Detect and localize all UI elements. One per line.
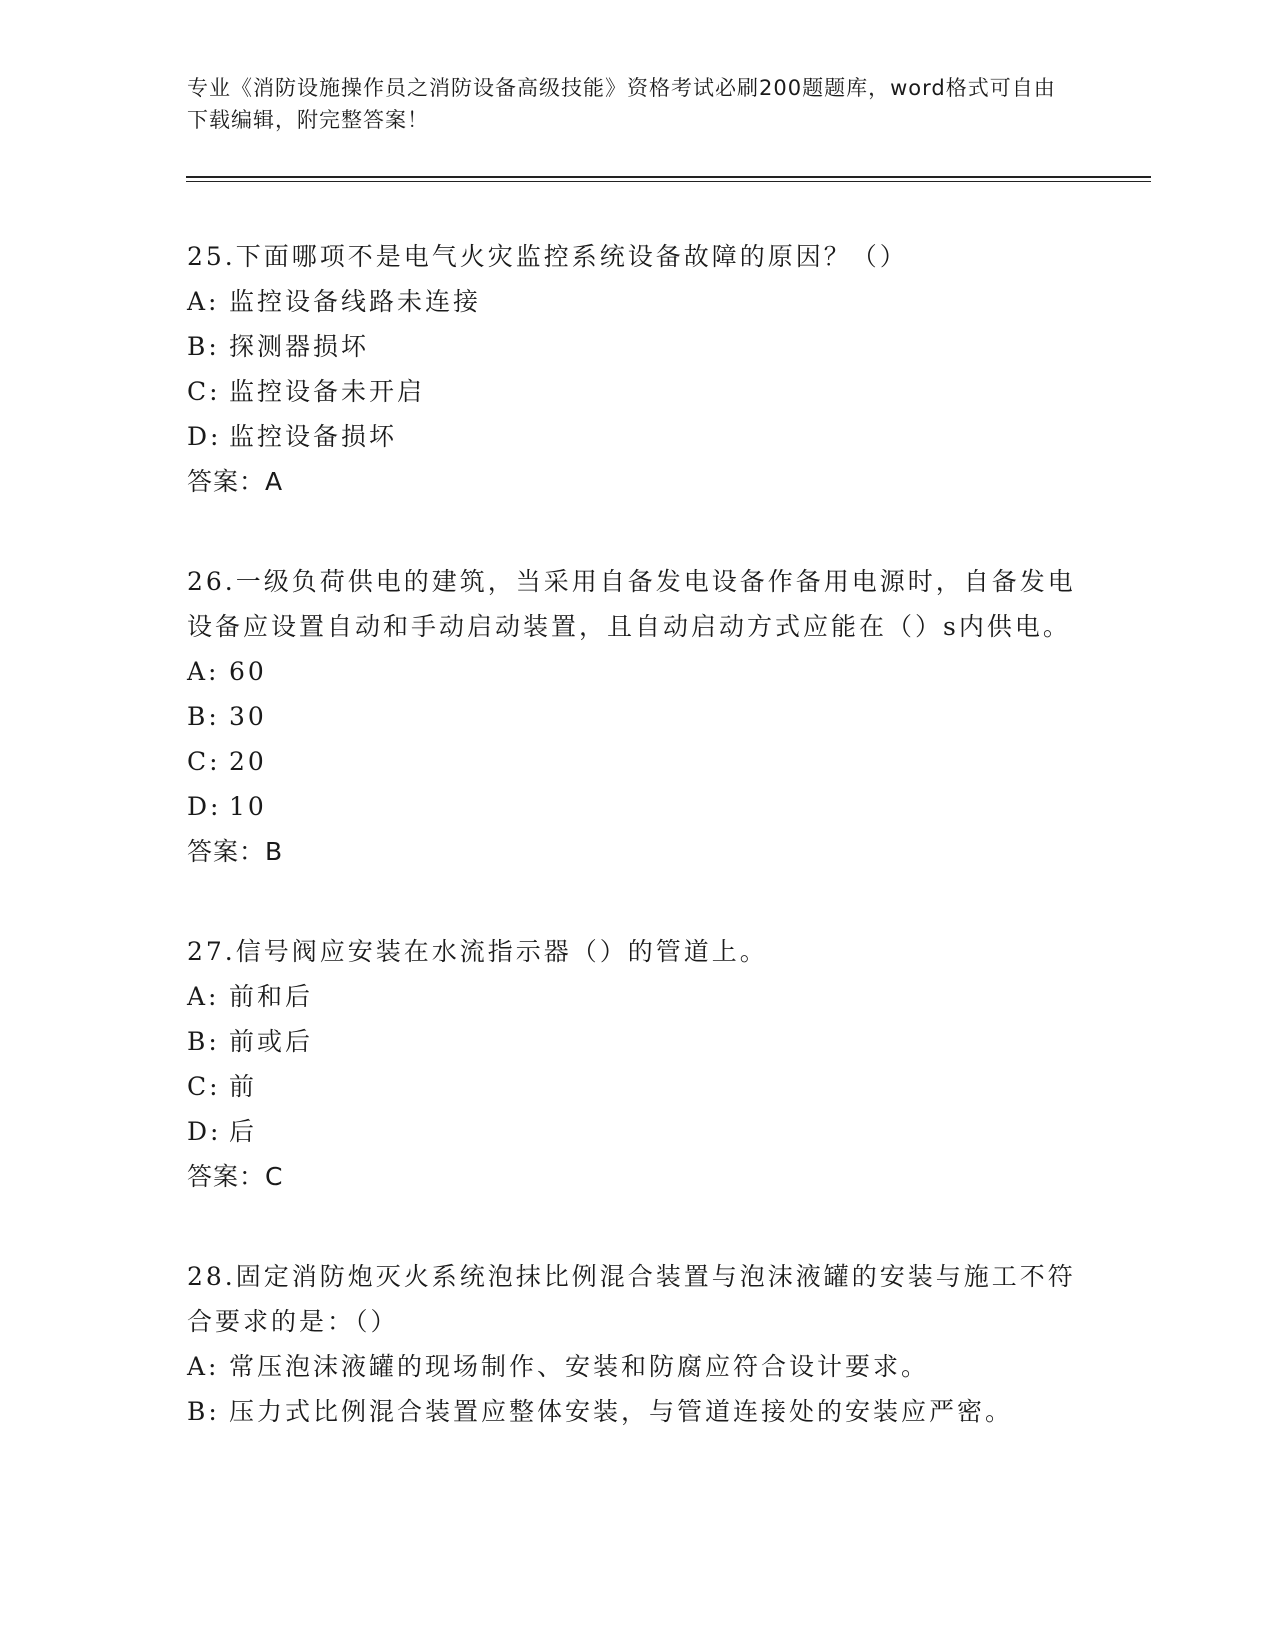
option-letter: B: — [187, 702, 220, 731]
option-letter: C: — [187, 1072, 221, 1101]
option-text: 后 — [229, 1117, 258, 1146]
option-a — [187, 1344, 1087, 1389]
option-c — [187, 369, 1087, 414]
question-25 — [187, 234, 1087, 504]
answer-line: 答案：B — [187, 837, 284, 866]
option-b — [187, 694, 1087, 739]
document-header: 专业《消防设施操作员之消防设备高级技能》资格考试必刷200题题库，word格式可自由下载编辑，附完整答案！ — [187, 76, 1056, 132]
option-letter: D: — [187, 422, 222, 451]
option-text: 压力式比例混合装置应整体安装，与管道连接处的安装应严密。 — [229, 1397, 1014, 1426]
option-d — [187, 414, 1087, 459]
option-letter: B: — [187, 1027, 220, 1056]
option-c — [187, 739, 1087, 784]
option-b — [187, 324, 1087, 369]
option-letter: D: — [187, 1117, 222, 1146]
question-28 — [187, 1254, 1087, 1434]
option-text: 监控设备损坏 — [229, 422, 398, 451]
answer-line: 答案：A — [187, 467, 284, 496]
option-letter: A: — [187, 657, 220, 686]
option-letter: A: — [187, 1352, 220, 1381]
option-text: 前和后 — [229, 982, 314, 1011]
option-text: 20 — [229, 747, 267, 776]
question-stem: 26.一级负荷供电的建筑，当采用自备发电设备作备用电源时，自备发电设备应设置自动和手动启动装置，且自动启动方式应能在（）s内供电。 — [187, 567, 1076, 641]
question-26 — [187, 559, 1087, 874]
option-a — [187, 279, 1087, 324]
option-d — [187, 784, 1087, 829]
question-stem: 27.信号阀应安装在水流指示器（）的管道上。 — [187, 937, 768, 966]
header-rule-thin — [186, 181, 1151, 182]
question-list — [187, 234, 1087, 1489]
question-stem: 28.固定消防炮灭火系统泡抹比例混合装置与泡沫液罐的安装与施工不符合要求的是：（） — [187, 1262, 1076, 1336]
option-c — [187, 1064, 1087, 1109]
option-text: 10 — [229, 792, 267, 821]
option-letter: C: — [187, 377, 221, 406]
option-b — [187, 1019, 1087, 1064]
option-text: 监控设备线路未连接 — [229, 287, 482, 316]
option-text: 前 — [229, 1072, 258, 1101]
option-b — [187, 1389, 1087, 1434]
header-rule-thick — [186, 176, 1151, 178]
option-text: 常压泡沫液罐的现场制作、安装和防腐应符合设计要求。 — [229, 1352, 930, 1381]
option-a — [187, 974, 1087, 1019]
option-letter: B: — [187, 1397, 220, 1426]
option-letter: D: — [187, 792, 222, 821]
option-text: 30 — [229, 702, 267, 731]
option-letter: A: — [187, 287, 220, 316]
option-text: 探测器损坏 — [229, 332, 370, 361]
question-stem: 25.下面哪项不是电气火灾监控系统设备故障的原因？（） — [187, 242, 908, 271]
option-letter: B: — [187, 332, 220, 361]
option-letter: A: — [187, 982, 220, 1011]
option-letter: C: — [187, 747, 221, 776]
answer-line: 答案：C — [187, 1162, 284, 1191]
option-a — [187, 649, 1087, 694]
option-text: 前或后 — [229, 1027, 314, 1056]
option-text: 60 — [229, 657, 267, 686]
question-27 — [187, 929, 1087, 1199]
option-d — [187, 1109, 1087, 1154]
option-text: 监控设备未开启 — [229, 377, 426, 406]
